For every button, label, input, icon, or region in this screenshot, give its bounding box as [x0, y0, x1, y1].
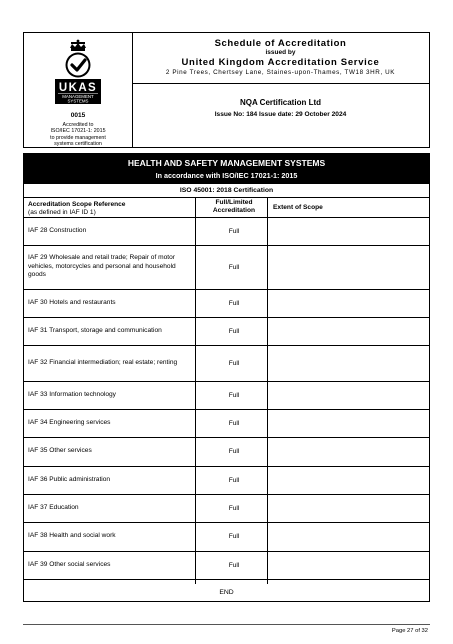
accreditation-line: ISO/IEC 17021-1: 2015 [50, 128, 106, 135]
header-divider [132, 83, 429, 84]
ukas-logo [53, 39, 103, 105]
row-divider [24, 345, 429, 346]
column-header-level [201, 199, 267, 216]
column-header-scope [28, 201, 193, 217]
scope-reference: IAF 36 Public administration [28, 475, 111, 483]
scope-reference: IAF 33 Information technology [28, 390, 116, 398]
row-divider [24, 317, 429, 318]
accreditation-level: Full [228, 299, 240, 307]
row-divider [24, 437, 429, 438]
table-row [24, 466, 429, 494]
accreditation-line: Accredited to [62, 122, 94, 128]
table-row [24, 245, 429, 289]
scope-reference: IAF 39 Other social services [28, 560, 111, 568]
scope-reference: IAF 38 Health and social work [28, 532, 116, 540]
extent-of-scope [269, 245, 429, 289]
table-row [24, 494, 429, 522]
scope-reference: IAF 30 Hotels and restaurants [28, 298, 116, 306]
column-header-scope-title: Accreditation Scope Reference [28, 201, 126, 208]
extent-of-scope [269, 522, 429, 551]
end-marker: END [219, 589, 234, 596]
row-divider [24, 381, 429, 382]
scope-reference: IAF 35 Other services [28, 447, 92, 455]
standard-row: ISO 45001: 2018 Certification [24, 184, 429, 198]
accreditation-level: Full [228, 533, 240, 540]
schedule-panel [132, 33, 429, 147]
table-row [24, 317, 429, 345]
schedule-header [23, 32, 430, 148]
organisation-address: 2 Pine Trees, Chertsey Lane, Staines-upon-Thames, TW18 3HR, UK [165, 69, 396, 76]
scope-table [23, 153, 430, 602]
row-divider [24, 409, 429, 410]
logo-sub2: SYSTEMS [67, 98, 89, 104]
schedule-title: Schedule of Accreditation [214, 38, 347, 49]
banner-title: HEALTH AND SAFETY MANAGEMENT SYSTEMS [127, 158, 326, 168]
issue-line: Issue No: 184 Issue date: 29 October 2024 [214, 111, 347, 118]
table-row [24, 217, 429, 245]
issued-by: issued by [265, 49, 296, 56]
row-divider [24, 466, 429, 467]
scope-reference: IAF 37 Education [28, 503, 79, 511]
page-number: Page 27 of 32 [391, 628, 428, 634]
accreditation-level: Full [228, 263, 240, 271]
accreditation-level: Full [228, 561, 240, 569]
table-banner [24, 154, 429, 184]
crown-icon [70, 40, 86, 51]
extent-of-scope [269, 289, 429, 317]
scope-reference: IAF 31 Transport, storage and communication [28, 326, 162, 334]
column-divider [267, 198, 268, 584]
accreditation-statement [24, 122, 132, 147]
footer-rule [23, 624, 430, 625]
extent-of-scope [269, 345, 429, 381]
column-header-extent: Extent of Scope [273, 204, 323, 211]
table-row [24, 289, 429, 317]
accreditation-level: Full [228, 227, 240, 235]
row-divider [24, 522, 429, 523]
accreditation-level: Full [228, 327, 240, 335]
accreditation-level: Full [228, 359, 240, 367]
organisation-name: United Kingdom Accreditation Service [181, 57, 380, 68]
scope-reference: IAF 28 Construction [28, 226, 87, 234]
column-header-level-line: Full/Limited [215, 199, 253, 206]
accreditation-level: Full [228, 476, 240, 484]
table-row [24, 437, 429, 466]
certification-body: NQA Certification Ltd [239, 98, 322, 107]
row-divider [24, 217, 429, 218]
accreditation-line: systems certification [54, 140, 102, 147]
scope-reference: IAF 32 Financial intermediation; real estate; renting [28, 358, 178, 366]
row-divider [24, 579, 429, 580]
row-divider [24, 551, 429, 552]
banner-subtitle: In accordance with ISO/IEC 17021-1: 2015 [155, 171, 298, 180]
scope-reference: IAF 34 Engineering services [28, 418, 111, 426]
logo-sub1: MANAGEMENT [62, 94, 94, 99]
column-header-level-line: Accreditation [212, 207, 256, 215]
accreditation-line: to provide management [50, 134, 106, 141]
table-row [24, 345, 429, 381]
ukas-panel [24, 33, 133, 147]
extent-of-scope [269, 409, 429, 437]
check-circle-icon [66, 53, 91, 78]
extent-of-scope [269, 551, 429, 579]
column-divider [195, 198, 196, 584]
extent-of-scope [269, 494, 429, 522]
scope-reference: IAF 29 Wholesale and retail trade; Repair of motor vehicles, motorcycles and personal and household goods [28, 254, 176, 279]
table-row [24, 381, 429, 409]
row-divider [24, 289, 429, 290]
table-row [24, 551, 429, 579]
extent-of-scope [269, 437, 429, 466]
extent-of-scope [269, 217, 429, 245]
accreditation-level: Full [228, 448, 240, 455]
extent-of-scope [269, 381, 429, 409]
accreditation-level: Full [228, 504, 240, 512]
row-divider [24, 494, 429, 495]
accreditation-level: Full [228, 391, 240, 399]
accreditation-level: Full [228, 419, 240, 427]
table-row [24, 522, 429, 551]
row-divider [24, 245, 429, 246]
accreditation-number: 0015 [70, 112, 86, 119]
logo-brand: UKAS [58, 82, 98, 94]
column-header-scope-note: (as defined in IAF ID 1) [28, 209, 96, 216]
extent-of-scope [269, 317, 429, 345]
table-row [24, 409, 429, 437]
extent-of-scope [269, 466, 429, 494]
